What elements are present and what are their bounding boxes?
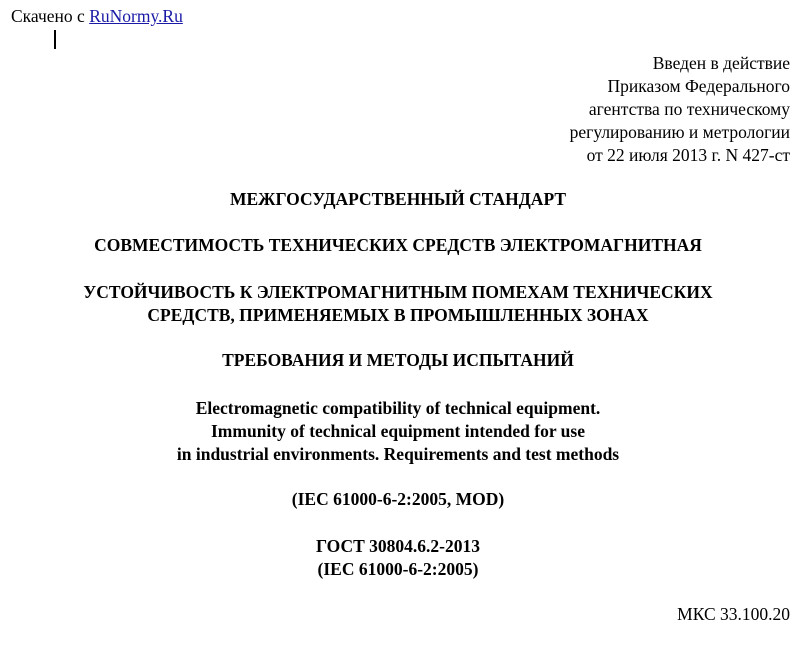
intro-line: агентства по техническому	[588, 99, 790, 119]
title-main: СОВМЕСТИМОСТЬ ТЕХНИЧЕСКИХ СРЕДСТВ ЭЛЕКТРОМАГНИТНАЯ	[94, 235, 702, 255]
english-title-line: in industrial environments. Requirements and test methods	[176, 444, 620, 464]
source-prefix: Скачено с	[11, 6, 90, 26]
text-cursor	[54, 30, 56, 49]
gost-designation	[0, 535, 796, 581]
intro-line: Введен в действие	[652, 53, 790, 73]
standard-type-heading: МЕЖГОСУДАРСТВЕННЫЙ СТАНДАРТ	[229, 189, 567, 209]
gost-number: ГОСТ 30804.6.2-2013	[315, 536, 481, 556]
iec-reference: (IEC 61000-6-2:2005)	[317, 559, 479, 579]
english-title-line: Electromagnetic compatibility of technical equipment.	[195, 398, 601, 418]
title-sub-line: УСТОЙЧИВОСТЬ К ЭЛЕКТРОМАГНИТНЫМ ПОМЕХАМ ТЕХНИЧЕСКИХ	[83, 282, 713, 302]
intro-line: от 22 июля 2013 г. N 427-ст	[586, 145, 790, 165]
title-sub-line: СРЕДСТВ, ПРИМЕНЯЕМЫХ В ПРОМЫШЛЕННЫХ ЗОНАХ	[147, 305, 649, 325]
iec-mod-reference: (IEC 61000-6-2:2005, MOD)	[291, 489, 505, 509]
title-requirements: ТРЕБОВАНИЯ И МЕТОДЫ ИСПЫТАНИЙ	[222, 350, 574, 370]
source-link[interactable]: RuNormy.Ru	[89, 6, 183, 26]
english-title	[0, 397, 796, 466]
english-title-line: Immunity of technical equipment intended for use	[211, 421, 585, 441]
source-line	[11, 6, 183, 26]
mks-code: МКС 33.100.20	[677, 604, 790, 624]
intro-line: Приказом Федерального	[607, 76, 790, 96]
title-sub	[0, 281, 796, 327]
intro-line: регулированию и метрологии	[569, 122, 790, 142]
intro-block	[570, 52, 790, 167]
